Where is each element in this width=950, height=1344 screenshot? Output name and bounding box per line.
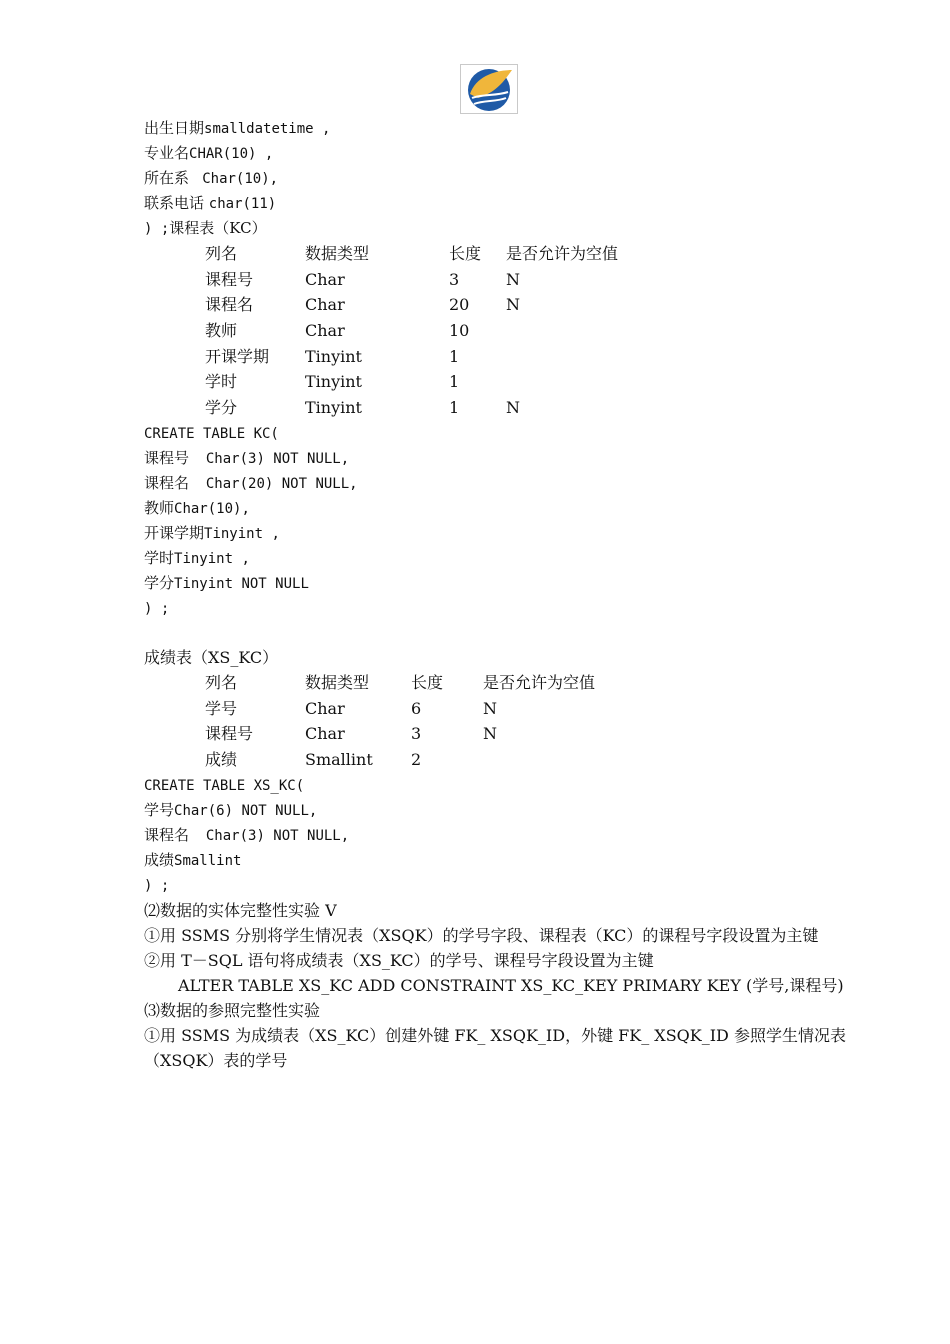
code-line: 课程名 Char(20) NOT NULL, <box>144 473 358 492</box>
code-line: 成绩Smallint <box>144 850 242 869</box>
table-row: 课程名 Char 20 N <box>205 295 520 315</box>
table-row: 课程号 Char 3 N <box>205 269 520 289</box>
paragraph: ①用 SSMS 为成绩表（XS_KC）创建外键 FK_ XSQK_ID，外键 FK_ XSQK_ID 参照学生情况表 <box>144 1025 846 1045</box>
table-row: 课程号 Char 3 N <box>205 724 497 744</box>
table-header-row: 列名 数据类型 长度 是否允许为空值 <box>205 244 619 263</box>
paragraph: ①用 SSMS 分别将学生情况表（XSQK）的学号字段、课程表（KC）的课程号字段设置为主键 <box>144 925 819 945</box>
kc-table <box>144 241 844 421</box>
circle-leaf-logo <box>460 64 518 114</box>
sql-statement: ALTER TABLE XS_KC ADD CONSTRAINT XS_KC_KEY PRIMARY KEY (学号,课程号) <box>178 975 844 995</box>
table-row: 开课学期 Tinyint 1 <box>205 346 460 366</box>
code-line: 学时Tinyint , <box>144 548 250 567</box>
table-row: 学时 Tinyint 1 <box>205 372 460 392</box>
code-line: 学号Char(6) NOT NULL, <box>144 800 318 819</box>
code-line: 开课学期Tinyint , <box>144 523 280 542</box>
table-row: 教师 Char 10 <box>205 321 470 341</box>
code-line: 出生日期smalldatetime , <box>144 119 331 137</box>
kc-caption: ) ;课程表（KC） <box>144 219 267 237</box>
section-heading: ⑵数据的实体完整性实验 V <box>144 900 337 920</box>
code-line: 所在系 Char(10), <box>144 169 279 187</box>
xsqk-sql-tail <box>144 116 844 241</box>
table-header-row: 列名 数据类型 长度 是否允许为空值 <box>205 672 596 692</box>
code-line: ) ; <box>144 600 170 617</box>
xskc-sql <box>144 773 844 898</box>
document-body <box>144 116 844 1073</box>
table-row: 学号 Char 6 N <box>205 698 497 718</box>
xskc-table <box>144 670 844 773</box>
kc-sql <box>144 421 844 621</box>
table-row: 学分 Tinyint 1 N <box>205 398 520 418</box>
table-row: 成绩 Smallint 2 <box>205 749 422 769</box>
code-line: 专业名CHAR(10) , <box>144 144 274 162</box>
blank-line <box>144 621 844 645</box>
code-line: 教师Char(10), <box>144 498 250 517</box>
code-line: 课程号 Char(3) NOT NULL, <box>144 448 350 467</box>
code-line: CREATE TABLE XS_KC( <box>144 777 305 794</box>
paragraph: （XSQK）表的学号 <box>144 1050 288 1070</box>
code-line: 学分Tinyint NOT NULL <box>144 573 309 592</box>
paragraph: ②用 T－SQL 语句将成绩表（XS_KC）的学号、课程号字段设置为主键 <box>144 950 654 970</box>
section-heading: ⑶数据的参照完整性实验 <box>144 1000 321 1020</box>
code-line: 课程名 Char(3) NOT NULL, <box>144 825 350 844</box>
code-line: CREATE TABLE KC( <box>144 425 279 442</box>
xskc-caption: 成绩表（XS_KC） <box>144 647 279 667</box>
code-line: ) ; <box>144 877 170 894</box>
code-line: 联系电话 char(11) <box>144 194 277 212</box>
